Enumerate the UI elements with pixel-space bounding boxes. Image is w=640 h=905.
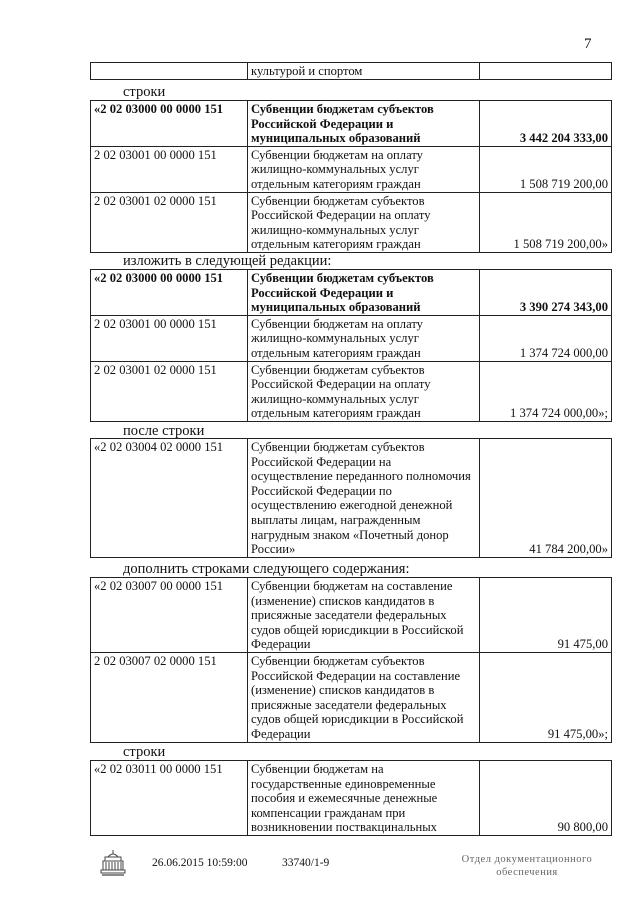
- cell-code: «2 02 03011 00 0000 151: [91, 761, 248, 836]
- section-label: дополнить строками следующего содержания:: [123, 561, 410, 577]
- table-section-1: [90, 100, 612, 253]
- cell-code: 2 02 03001 00 0000 151: [91, 146, 248, 192]
- cell-name: Субвенции бюджетам субъектов Российской Федерации на осуществление переданного полномочия Российской Федерации по осуществлению ежегодной денежной выплаты лицам, награжденным нагрудным знаком «Почетный донор России»: [248, 439, 480, 558]
- cell-amount: [480, 63, 612, 80]
- table-row: [91, 270, 612, 316]
- cell-amount: 3 442 204 333,00: [480, 101, 612, 147]
- cell-amount: 90 800,00: [480, 761, 612, 836]
- cell-name: Субвенции бюджетам на оплату жилищно-коммунальных услуг отдельным категориям граждан: [248, 315, 480, 361]
- cell-code: «2 02 03004 02 0000 151: [91, 439, 248, 558]
- cell-name: Субвенции бюджетам субъектов Российской Федерации и муниципальных образований: [248, 101, 480, 147]
- stamp-line-2: обеспечения: [496, 867, 558, 878]
- cell-amount: 1 508 719 200,00: [480, 146, 612, 192]
- cell-amount: 1 374 724 000,00: [480, 315, 612, 361]
- footer-datetime: 26.06.2015 10:59:00: [152, 857, 248, 869]
- cell-code: [91, 63, 248, 80]
- cell-name: Субвенции бюджетам на государственные единовременные пособия и ежемесячные денежные компенсации гражданам при возникновении поствакцинальных: [248, 761, 480, 836]
- table-row: [91, 101, 612, 147]
- cell-code: 2 02 03001 02 0000 151: [91, 361, 248, 421]
- cell-amount: 3 390 274 343,00: [480, 270, 612, 316]
- table-row: [91, 761, 612, 836]
- cell-name: Субвенции бюджетам на оплату жилищно-коммунальных услуг отдельным категориям граждан: [248, 146, 480, 192]
- table-section-3: [90, 438, 612, 558]
- cell-code: 2 02 03001 00 0000 151: [91, 315, 248, 361]
- table-row: [91, 146, 612, 192]
- section-label: строки: [123, 744, 166, 760]
- table-row: [91, 315, 612, 361]
- cell-name: Субвенции бюджетам субъектов Российской Федерации на составление (изменение) списков кандидатов в присяжные заседатели федеральных судов общей юрисдикции в Российской Федерации: [248, 652, 480, 742]
- cell-amount: 1 508 719 200,00»: [480, 192, 612, 252]
- cell-name: Субвенции бюджетам субъектов Российской Федерации и муниципальных образований: [248, 270, 480, 316]
- cell-code: «2 02 03000 00 0000 151: [91, 101, 248, 147]
- table-section-2: [90, 269, 612, 422]
- section-label: после строки: [123, 423, 205, 439]
- table-row: [91, 63, 612, 80]
- cell-amount: 41 784 200,00»: [480, 439, 612, 558]
- footer-doc-number: 33740/1-9: [282, 857, 330, 869]
- cell-code: «2 02 03000 00 0000 151: [91, 270, 248, 316]
- cell-name: Субвенции бюджетам субъектов Российской Федерации на оплату жилищно-коммунальных услуг отдельным категориям граждан: [248, 192, 480, 252]
- cell-code: «2 02 03007 00 0000 151: [91, 578, 248, 653]
- department-stamp: [452, 853, 602, 879]
- table-section-4: [90, 577, 612, 743]
- cell-name: культурой и спортом: [248, 63, 480, 80]
- table-row: [91, 439, 612, 558]
- cell-amount: 1 374 724 000,00»;: [480, 361, 612, 421]
- cell-code: 2 02 03001 02 0000 151: [91, 192, 248, 252]
- cell-name: Субвенции бюджетам на составление (изменение) списков кандидатов в присяжные заседатели федеральных судов общей юрисдикции в Российской Федерации: [248, 578, 480, 653]
- cell-amount: 91 475,00»;: [480, 652, 612, 742]
- duma-logo-icon: [100, 848, 126, 878]
- cell-amount: 91 475,00: [480, 578, 612, 653]
- table-row: [91, 192, 612, 252]
- section-label: строки: [123, 84, 166, 100]
- table-section-5: [90, 760, 612, 836]
- table-row: [91, 652, 612, 742]
- section-label: изложить в следующей редакции:: [123, 253, 332, 269]
- stamp-line-1: Отдел документационного: [461, 854, 593, 865]
- cell-name: Субвенции бюджетам субъектов Российской Федерации на оплату жилищно-коммунальных услуг отдельным категориям граждан: [248, 361, 480, 421]
- table-continuation: [90, 62, 612, 80]
- page-number: 7: [584, 36, 592, 52]
- table-row: [91, 361, 612, 421]
- cell-code: 2 02 03007 02 0000 151: [91, 652, 248, 742]
- table-row: [91, 578, 612, 653]
